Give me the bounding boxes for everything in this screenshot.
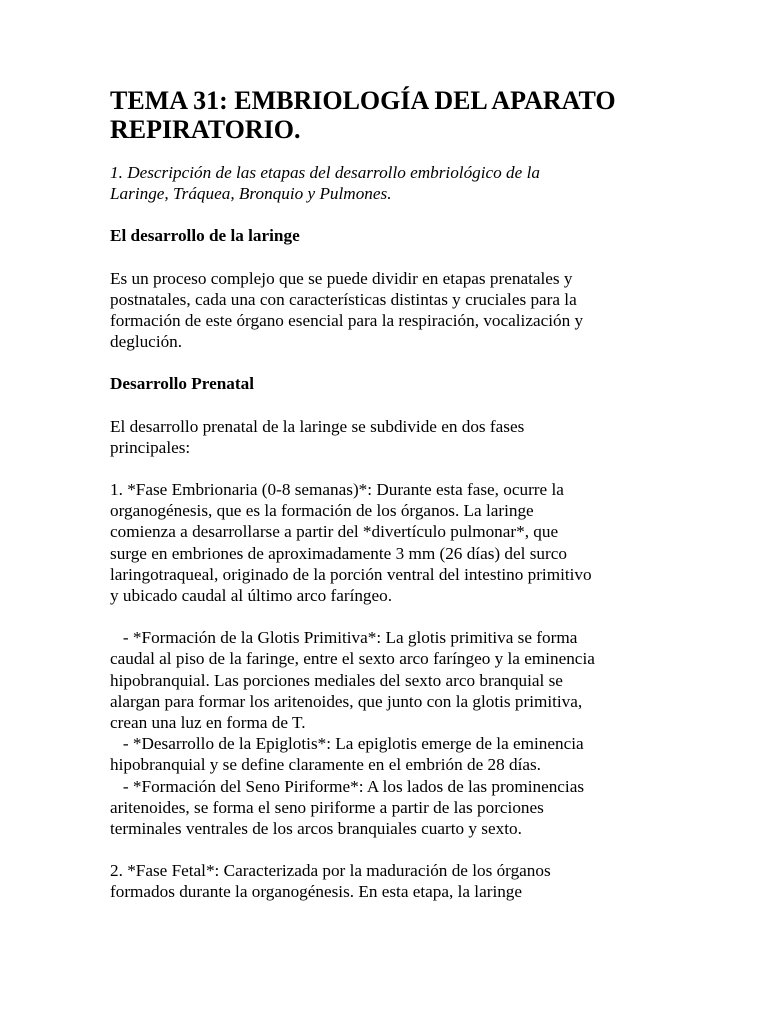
- text-line: deglución.: [110, 332, 183, 352]
- title-line: REPIRATORIO.: [110, 115, 301, 144]
- prenatal-intro-paragraph: [110, 416, 670, 458]
- text-line: - *Desarrollo de la Epiglotis*: La epiglotis emerge de la eminencia: [110, 734, 584, 754]
- text-line: comienza a desarrollarse a partir del *divertículo pulmonar*, que: [110, 522, 559, 542]
- intro-paragraph: [110, 268, 670, 353]
- text-line: terminales ventrales de los arcos branquiales cuarto y sexto.: [110, 819, 522, 839]
- text-line: formados durante la organogénesis. En esta etapa, la laringe: [110, 882, 523, 902]
- text-line: hipobranquial. Las porciones mediales del sexto arco branquial se: [110, 670, 563, 690]
- title-line: TEMA 31: EMBRIOLOGÍA DEL APARATO: [110, 86, 616, 115]
- text-line: 2. *Fase Fetal*: Caracterizada por la maduración de los órganos: [110, 861, 551, 881]
- document-page: [110, 86, 670, 903]
- text-line: crean una luz en forma de T.: [110, 713, 306, 733]
- subtitle-line: 1. Descripción de las etapas del desarrollo embriológico de la: [110, 163, 540, 182]
- text-line: laringotraqueal, originado de la porción ventral del intestino primitivo: [110, 564, 592, 584]
- text-line: 1. *Fase Embrionaria (0-8 semanas)*: Durante esta fase, ocurre la: [110, 480, 564, 500]
- heading-desarrollo-prenatal: Desarrollo Prenatal: [110, 374, 254, 394]
- fase-fetal-paragraph: [110, 860, 670, 902]
- text-line: El desarrollo prenatal de la laringe se subdivide en dos fases: [110, 416, 525, 436]
- fase-embrionaria-paragraph: [110, 479, 670, 606]
- subtitle-line: Laringe, Tráquea, Bronquio y Pulmones.: [110, 184, 392, 204]
- heading-desarrollo-laringe: El desarrollo de la laringe: [110, 226, 300, 246]
- text-line: hipobranquial y se define claramente en el embrión de 28 días.: [110, 755, 541, 775]
- text-line: principales:: [110, 437, 191, 457]
- text-line: aritenoides, se forma el seno piriforme a partir de las porciones: [110, 797, 544, 817]
- document-title: [110, 86, 670, 144]
- text-line: Es un proceso complejo que se puede dividir en etapas prenatales y: [110, 268, 573, 288]
- text-line: - *Formación de la Glotis Primitiva*: La glotis primitiva se forma: [110, 628, 578, 648]
- text-line: organogénesis, que es la formación de los órganos. La laringe: [110, 501, 534, 521]
- text-line: surge en embriones de aproximadamente 3 mm (26 días) del surco: [110, 543, 567, 563]
- text-line: postnatales, cada una con características distintas y cruciales para la: [110, 289, 577, 309]
- text-line: y ubicado caudal al último arco faríngeo.: [110, 586, 393, 606]
- text-line: caudal al piso de la faringe, entre el sexto arco faríngeo y la eminencia: [110, 649, 595, 669]
- text-line: formación de este órgano esencial para la respiración, vocalización y: [110, 311, 584, 331]
- section-subtitle: [110, 162, 670, 204]
- text-line: - *Formación del Seno Piriforme*: A los lados de las prominencias: [110, 776, 585, 796]
- text-line: alargan para formar los aritenoides, que junto con la glotis primitiva,: [110, 691, 583, 711]
- sub-items-paragraph: [110, 627, 670, 839]
